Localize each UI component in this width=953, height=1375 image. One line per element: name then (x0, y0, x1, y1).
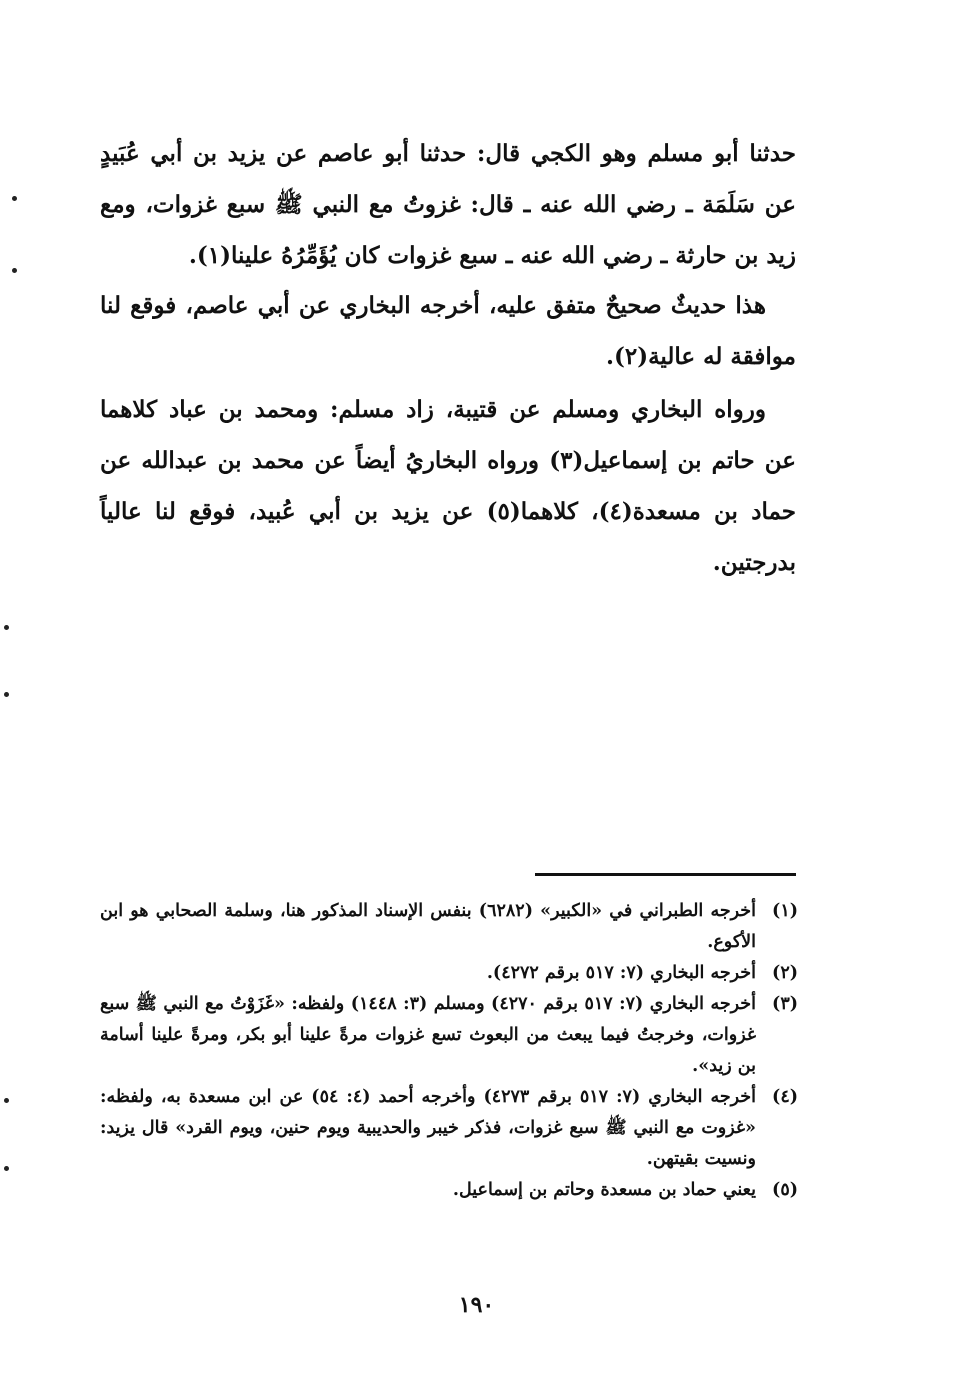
footnote-text: أخرجه البخاري (٧: ٥١٧ برقم ٤٢٧٠) ومسلم (٣: ١٤٤٨) ولفظه: «غَزَوْتُ مع النبي ﷺ سبع غزوات، وخرجتُ فيما يبعث من البعوث تسع غزوات مرةً علينا أبو بكر، ومرةً علينا أسامة بن زيد». (100, 994, 756, 1076)
footnote-separator (535, 873, 796, 876)
scan-speck (4, 1098, 9, 1103)
scan-speck (4, 625, 9, 630)
footnote-text: أخرجه البخاري (٧: ٥١٧ برقم ٤٢٧٣) وأخرجه أحمد (٤: ٥٤) عن ابن مسعدة به، ولفظه: «غزوت مع النبي ﷺ سبع غزوات، فذكر خيبر والحديبية ويوم حنين، ويوم القرد» قال يزيد: ونسيت بقيتهن. (100, 1087, 756, 1169)
footnote-4 (100, 1082, 798, 1175)
footnote-number: (٣) (772, 994, 798, 1014)
paragraph-text: حدثنا أبو مسلم وهو الكجي قال: حدثنا أبو عاصم عن يزيد بن أبي عُبَيدٍ عن سَلَمَة ـ رضي الله عنه ـ قال: غزوتُ مع النبي ﷺ سبع غزوات، ومع زيد بن حارثة ـ رضي الله عنه ـ سبع غزوات كان يُؤَمِّرُهُ علينا(١). (100, 140, 796, 269)
footnotes (100, 896, 798, 1206)
scan-speck (4, 1166, 9, 1171)
main-paragraph-3 (100, 384, 796, 588)
main-paragraph-2 (100, 280, 796, 382)
footnote-2 (100, 958, 798, 989)
footnote-text: أخرجه الطبراني في «الكبير» (٦٢٨٢) بنفس الإسناد المذكور هنا، وسلمة الصحابي هو ابن الأكوع. (100, 901, 756, 952)
scan-speck (12, 196, 17, 201)
footnote-3 (100, 989, 798, 1082)
main-paragraph-1 (100, 128, 796, 281)
paragraph-text: ورواه البخاري ومسلم عن قتيبة، زاد مسلم: ومحمد بن عباد كلاهما عن حاتم بن إسماعيل(٣) ورواه البخاريُ أيضاً عن محمد بن عبدالله عن حماد بن مسعدة(٤)، كلاهما(٥) عن يزيد بن أبي عُبيد، فوقع لنا عالياً بدرجتين. (100, 396, 796, 576)
paragraph-text: هذا حديثٌ صحيحٌ متفق عليه، أخرجه البخاري عن أبي عاصم، فوقع لنا موافقة له عالية(٢). (100, 292, 796, 370)
footnote-5 (100, 1175, 798, 1206)
footnote-text: أخرجه البخاري (٧: ٥١٧ برقم ٤٢٧٢). (486, 963, 756, 983)
scan-speck (4, 692, 9, 697)
footnote-number: (٤) (772, 1087, 798, 1107)
footnote-number: (٢) (772, 963, 798, 983)
page-number: ١٩٠ (458, 1292, 495, 1318)
footnote-1 (100, 896, 798, 958)
footnote-text: يعني حماد بن مسعدة وحاتم بن إسماعيل. (452, 1180, 756, 1200)
footnote-number: (١) (772, 901, 798, 921)
footnote-number: (٥) (772, 1180, 798, 1200)
scan-speck (12, 268, 17, 273)
